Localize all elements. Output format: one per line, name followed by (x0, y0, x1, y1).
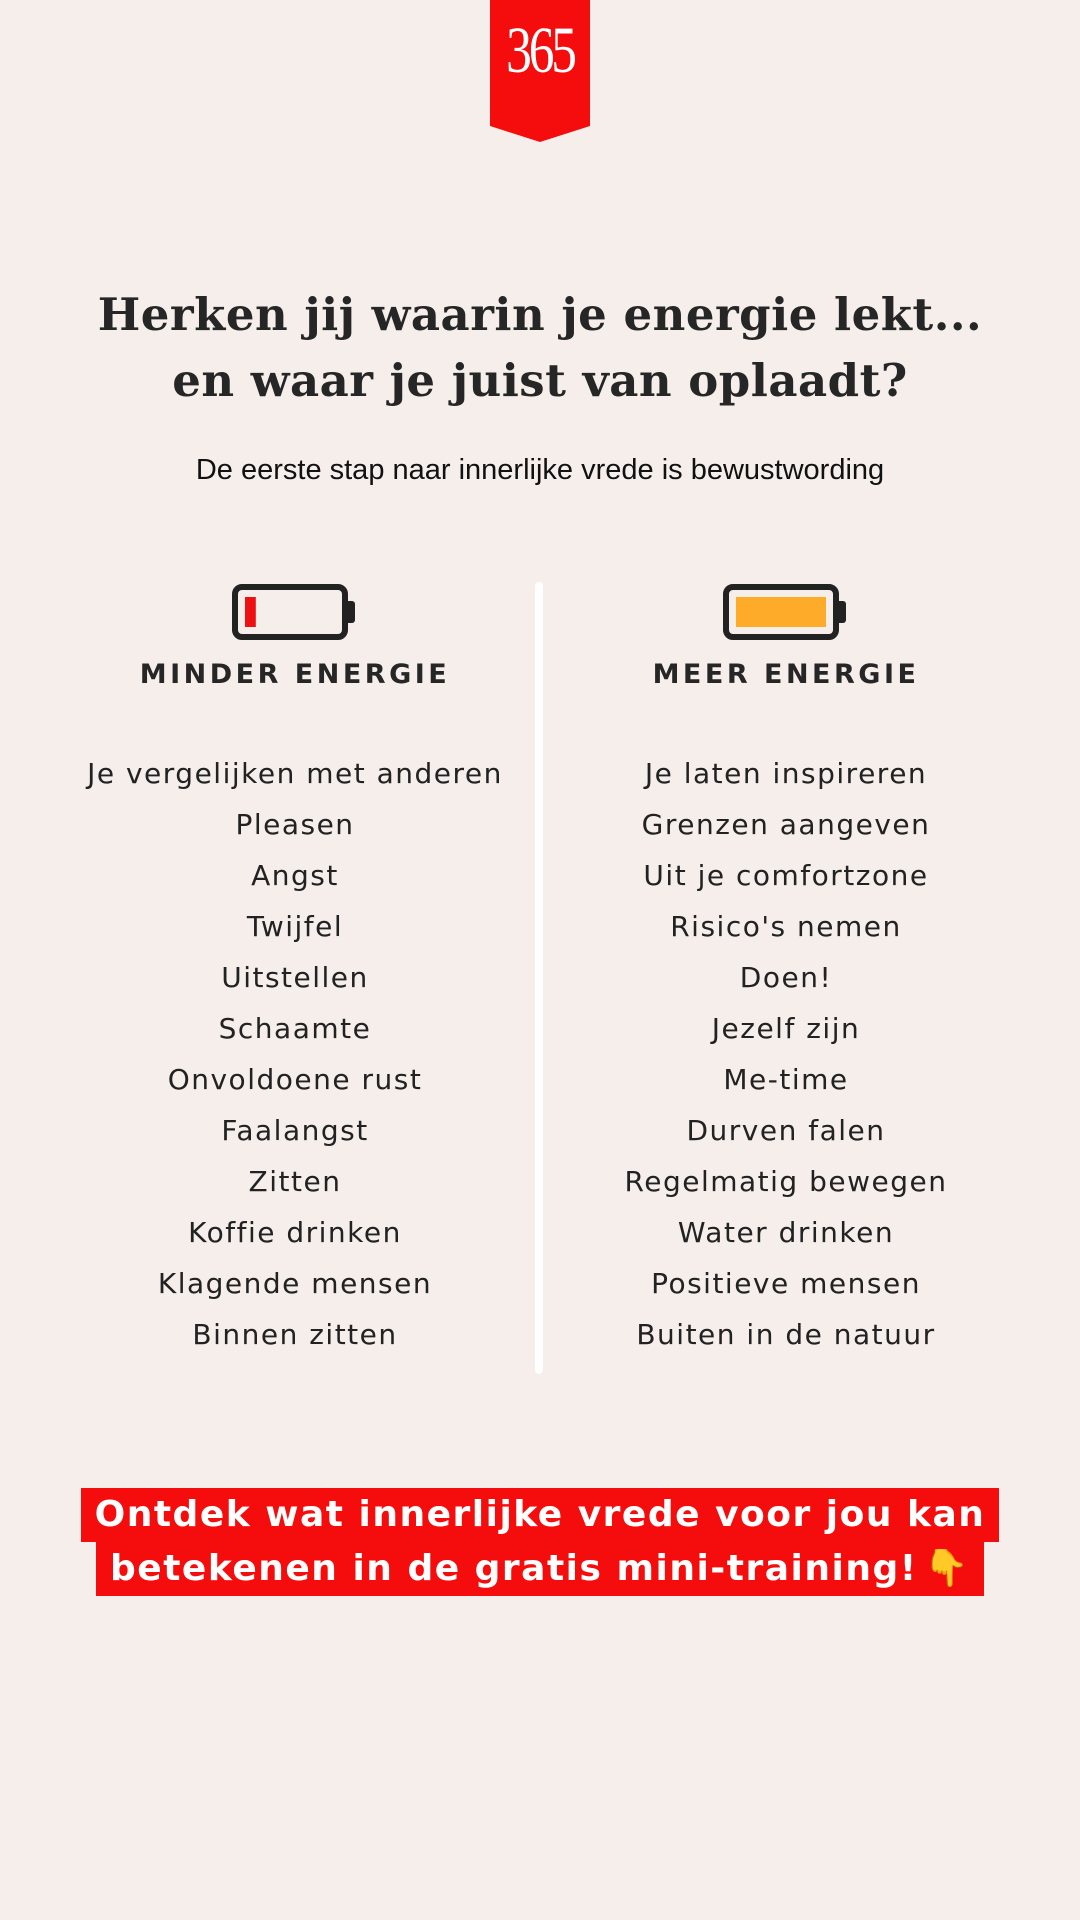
cta-banner[interactable] (40, 1488, 1040, 1596)
list-item: Regelmatig bewegen (624, 1165, 948, 1198)
list-item: Buiten in de natuur (636, 1318, 936, 1351)
brand-logo (490, 0, 590, 142)
list-item: Onvoldoene rust (167, 1063, 423, 1096)
page-subtitle: De eerste stap naar innerlijke vrede is bewustwording (195, 454, 885, 486)
list-item: Faalangst (221, 1114, 369, 1147)
list-item: Jezelf zijn (711, 1012, 861, 1045)
logo-text: 365 (506, 14, 574, 87)
meer-energie-column (536, 584, 1036, 1360)
list-item: Grenzen aangeven (641, 808, 931, 841)
list-item: Koffie drinken (188, 1216, 402, 1249)
list-item: Schaamte (218, 1012, 372, 1045)
cta-text-2: betekenen in de gratis mini-training! (110, 1548, 918, 1589)
battery-full-icon (723, 584, 849, 640)
list-item: Twijfel (246, 910, 344, 943)
list-item: Positieve mensen (651, 1267, 921, 1300)
meer-energie-list (536, 748, 1036, 1360)
list-item: Me-time (723, 1063, 849, 1096)
list-item: Zitten (248, 1165, 342, 1198)
meer-energie-title: MEER ENERGIE (652, 659, 920, 690)
list-item: Pleasen (235, 808, 355, 841)
cta-line-2[interactable] (96, 1542, 984, 1596)
cta-line-1[interactable] (81, 1488, 1000, 1542)
list-item: Uitstellen (221, 961, 369, 994)
battery-low-fill (245, 597, 256, 627)
pointing-down-icon: 👇 (923, 1548, 970, 1589)
list-item: Binnen zitten (192, 1318, 398, 1351)
list-item: Je laten inspireren (644, 757, 928, 790)
headline-line-2: en waar je juist van oplaadt? (172, 354, 908, 407)
list-item: Uit je comfortzone (643, 859, 929, 892)
list-item: Durven falen (686, 1114, 886, 1147)
cta-text-1: Ontdek wat innerlijke vrede voor jou kan (94, 1494, 986, 1535)
list-item: Water drinken (677, 1216, 895, 1249)
page-headline (60, 282, 1020, 414)
minder-energie-column (45, 584, 545, 1360)
minder-energie-title: MINDER ENERGIE (139, 659, 451, 690)
list-item: Risico's nemen (670, 910, 902, 943)
battery-full-fill (736, 597, 826, 627)
headline-line-1: Herken jij waarin je energie lekt... (97, 288, 983, 341)
list-item: Je vergelijken met anderen (87, 757, 503, 790)
list-item: Doen! (739, 961, 833, 994)
list-item: Klagende mensen (157, 1267, 433, 1300)
list-item: Angst (251, 859, 339, 892)
battery-low-icon (232, 584, 358, 640)
minder-energie-list (45, 748, 545, 1360)
